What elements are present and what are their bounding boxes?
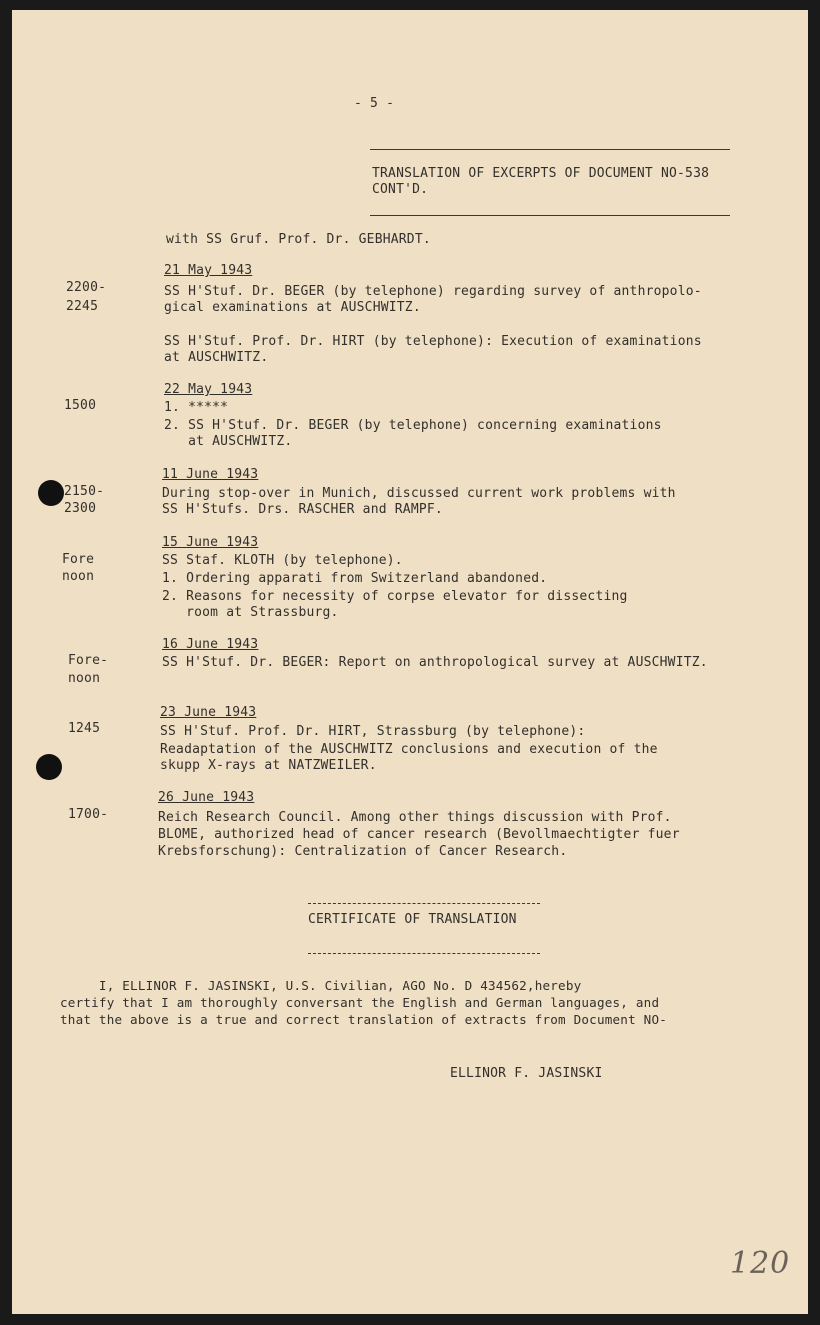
header-rule-bottom [370, 215, 730, 216]
entry-time: 1500 [64, 398, 97, 413]
entry-line: skupp X-rays at NATZWEILER. [160, 758, 377, 773]
certificate-line: I, ELLINOR F. JASINSKI, U.S. Civilian, AGO No. D 434562,hereby [60, 978, 582, 993]
entry-line: SS H'Stufs. Drs. RASCHER and RAMPF. [162, 502, 443, 517]
entry-date: 26 June 1943 [158, 790, 255, 805]
entry-line: 1. Ordering apparati from Switzerland abandoned. [162, 571, 548, 586]
entry-date: 21 May 1943 [164, 263, 253, 278]
entry-line: at AUSCHWITZ. [164, 350, 269, 365]
entry-line: at AUSCHWITZ. [164, 434, 293, 449]
header-title: TRANSLATION OF EXCERPTS OF DOCUMENT NO-538 [372, 166, 710, 181]
entry-time: noon [62, 569, 95, 584]
entry-time: 2150- [64, 484, 105, 499]
entry-date: 11 June 1943 [162, 467, 259, 482]
intro-line: with SS Gruf. Prof. Dr. GEBHARDT. [166, 232, 431, 247]
entry-line: BLOME, authorized head of cancer research (Bevollmaechtigter fuer [158, 827, 680, 842]
entry-time: Fore [62, 552, 95, 567]
entry-line: 2. Reasons for necessity of corpse elevator for dissecting [162, 589, 628, 604]
punch-hole [38, 480, 64, 506]
entry-time: 2300 [64, 501, 97, 516]
entry-line: 2. SS H'Stuf. Dr. BEGER (by telephone) concerning examinations [164, 418, 662, 433]
entry-date: 23 June 1943 [160, 705, 257, 720]
entry-line: SS Staf. KLOTH (by telephone). [162, 553, 403, 568]
entry-line: Readaptation of the AUSCHWITZ conclusions and execution of the [160, 742, 658, 757]
entry-time: 2245 [66, 299, 99, 314]
entry-line: SS H'Stuf. Prof. Dr. HIRT, Strassburg (by telephone): [160, 724, 586, 739]
entry-line: Reich Research Council. Among other things discussion with Prof. [158, 810, 672, 825]
handwritten-page-number: 120 [730, 1246, 791, 1281]
translator-signature: ELLINOR F. JASINSKI [450, 1066, 603, 1081]
entry-line: During stop-over in Munich, discussed current work problems with [162, 486, 676, 501]
entry-line: SS H'Stuf. Prof. Dr. HIRT (by telephone): Execution of examinations [164, 334, 702, 349]
entry-time: 1245 [68, 721, 101, 736]
entry-date: 16 June 1943 [162, 637, 259, 652]
punch-hole [36, 754, 62, 780]
entry-date: 15 June 1943 [162, 535, 259, 550]
header-subtitle: CONT'D. [372, 182, 429, 197]
certificate-rule-bottom [308, 953, 540, 954]
certificate-rule-top [308, 903, 540, 904]
page-number: - 5 - [354, 96, 395, 111]
entry-time: 1700- [68, 807, 109, 822]
entry-line: 1. ***** [164, 400, 229, 415]
entry-line: room at Strassburg. [162, 605, 339, 620]
certificate-line: that the above is a true and correct translation of extracts from Document NO- [60, 1012, 668, 1027]
entry-time: 2200- [66, 280, 107, 295]
entry-line: Krebsforschung): Centralization of Cancer Research. [158, 844, 568, 859]
entry-time: Fore- [68, 653, 109, 668]
entry-line: SS H'Stuf. Dr. BEGER: Report on anthropological survey at AUSCHWITZ. [162, 655, 708, 670]
document-page [12, 10, 808, 1314]
header-rule-top [370, 149, 730, 150]
certificate-line: certify that I am thoroughly conversant the English and German languages, and [60, 995, 660, 1010]
certificate-title: CERTIFICATE OF TRANSLATION [308, 912, 517, 927]
entry-line: gical examinations at AUSCHWITZ. [164, 300, 421, 315]
entry-time: noon [68, 671, 101, 686]
entry-line: SS H'Stuf. Dr. BEGER (by telephone) regarding survey of anthropolo- [164, 284, 702, 299]
entry-date: 22 May 1943 [164, 382, 253, 397]
